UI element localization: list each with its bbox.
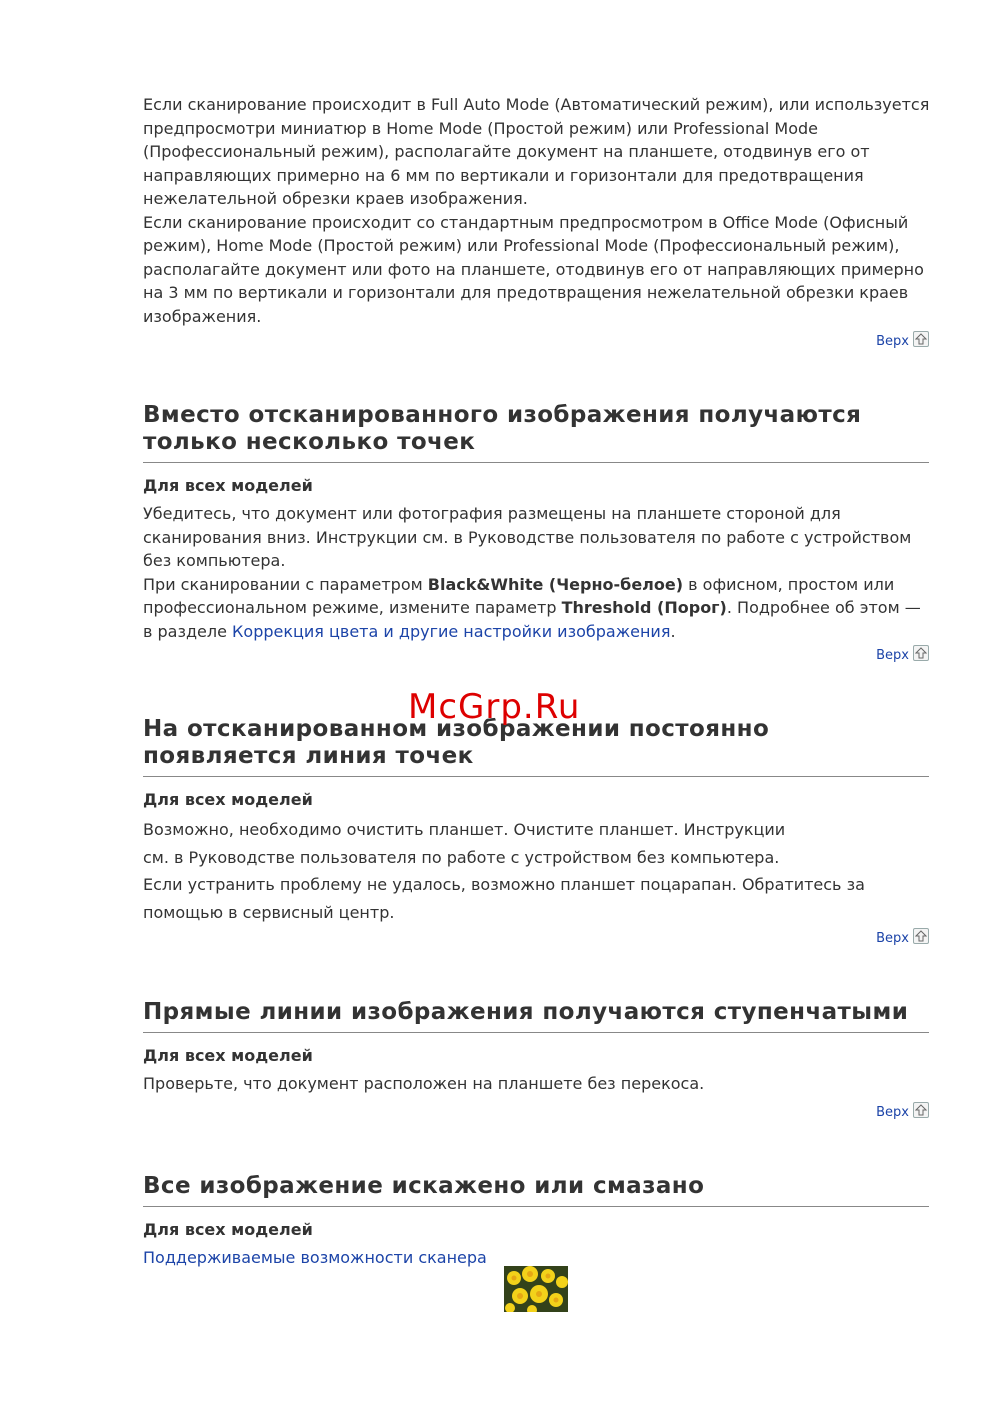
scanner-features-link[interactable]: Поддерживаемые возможности сканера [143, 1248, 487, 1267]
text-segment: . Подробнее об этом — в разделе [143, 598, 921, 641]
top-link-label[interactable]: Верх [876, 1105, 909, 1120]
section-distorted-image [143, 1173, 929, 1270]
arrow-up-icon[interactable] [913, 331, 929, 347]
section-paragraph-1: Убедитесь, что документ или фотография размещены на планшете стороной для сканирования вниз. Инструкции см. в Руководстве пользователя по работе с устройством без компьютера. [143, 504, 912, 570]
section-paragraph-1: Возможно, необходимо очистить планшет. Очистите планшет. Инструкции [143, 820, 786, 839]
top-link-4[interactable] [876, 1099, 929, 1120]
section-dots-only [143, 402, 929, 643]
intro-paragraph-2: Если сканирование происходит со стандартным предпросмотром в Office Mode (Офисный режим), Home Mode (Простой режим) или Professional Mode (Профессиональный режим), располагайте документ или фото на планшете, отодвинув его от направляющих примерно на 3 мм по вертикали и горизонтали для предотвращения нежелательной обрезки краев изображения. [143, 212, 924, 326]
top-link-1[interactable] [876, 328, 929, 349]
section-title: На отсканированном изображении постоянно появляется линия точек [143, 716, 929, 777]
top-link-label[interactable]: Верх [876, 931, 909, 946]
models-label: Для всех моделей [143, 790, 313, 809]
section-paragraph-1: Проверьте, что документ расположен на планшете без перекоса. [143, 1074, 705, 1093]
section-title: Прямые линии изображения получаются ступенчатыми [143, 999, 929, 1033]
models-label: Для всех моделей [143, 1046, 313, 1065]
top-link-2[interactable] [876, 642, 929, 663]
models-label: Для всех моделей [143, 476, 313, 495]
intro-paragraph-1: Если сканирование происходит в Full Auto Mode (Автоматический режим), или используется предпросмотри миниатюр в Home Mode (Простой режим) или Professional Mode (Профессиональный режим), располагайте документ на планшете, отодвинув его от направляющих примерно на 6 мм по вертикали и горизонтали для предотвращения нежелательной обрезки краев изображения. [143, 95, 930, 208]
section-paragraph-3: Если устранить проблему не удалось, возможно планшет поцарапан. Обратитесь за помощью в сервисный центр. [143, 875, 865, 922]
section-title: Вместо отсканированного изображения получаются только несколько точек [143, 402, 929, 463]
arrow-up-icon[interactable] [913, 1102, 929, 1118]
daffodil-image [504, 1266, 568, 1312]
arrow-up-icon[interactable] [913, 928, 929, 944]
arrow-up-icon[interactable] [913, 645, 929, 661]
text-segment: в офисном, простом или профессиональном режиме, измените параметр [143, 574, 895, 617]
models-label: Для всех моделей [143, 1220, 313, 1239]
top-link-label[interactable]: Верх [876, 648, 909, 663]
section-paragraph-2 [143, 573, 929, 644]
top-link-label[interactable]: Верх [876, 334, 909, 349]
color-correction-link[interactable]: Коррекция цвета и другие настройки изображения [232, 621, 671, 641]
watermark-text: McGrp.Ru [408, 687, 581, 727]
text-segment: При сканировании с параметром [143, 574, 428, 594]
param-threshold: Threshold (Порог) [561, 598, 727, 617]
section-jagged-lines [143, 999, 929, 1096]
intro-text [143, 93, 933, 328]
text-segment: . [670, 621, 676, 641]
param-black-white: Black&White (Черно-белое) [427, 574, 684, 594]
top-link-3[interactable] [876, 925, 929, 946]
section-paragraph-2: см. в Руководстве пользователя по работе с устройством без компьютера. [143, 847, 780, 867]
section-title: Все изображение искажено или смазано [143, 1173, 929, 1207]
section-line-of-dots [143, 716, 929, 926]
